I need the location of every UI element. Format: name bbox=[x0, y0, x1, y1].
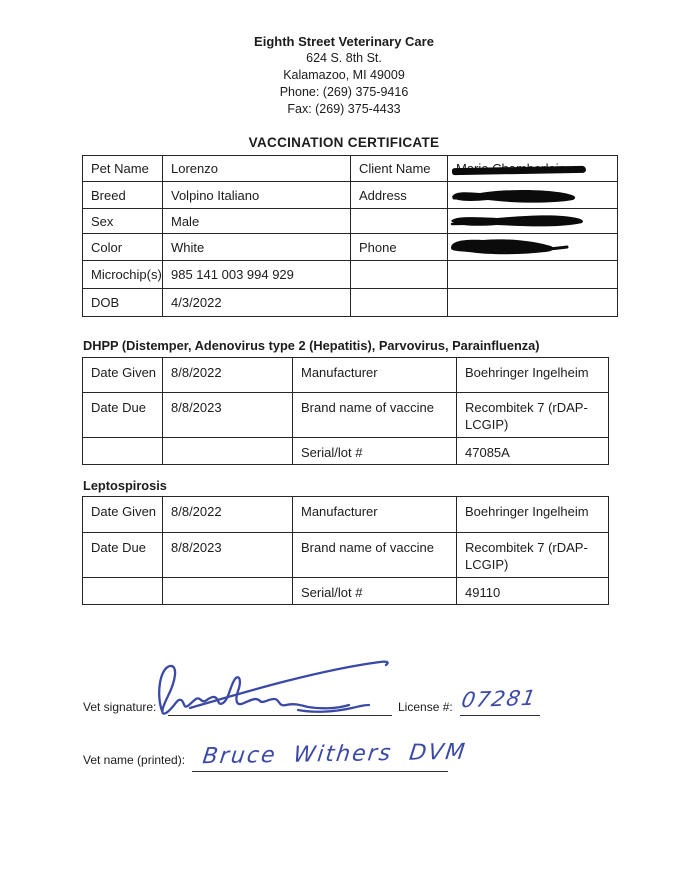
clinic-city-state-zip: Kalamazoo, MI 49009 bbox=[283, 68, 405, 82]
breed-value: Volpino Italiano bbox=[163, 182, 351, 209]
manufacturer-value: Boehringer Ingelheim bbox=[457, 358, 609, 393]
dob-value: 4/3/2022 bbox=[163, 289, 351, 317]
date-given-value: 8/8/2022 bbox=[163, 497, 293, 533]
clinic-fax: Fax: (269) 375-4433 bbox=[287, 102, 401, 116]
vet-signature-label: Vet signature: bbox=[83, 700, 157, 714]
sex-label: Sex bbox=[83, 209, 163, 234]
phone-cell bbox=[448, 234, 618, 261]
table-row bbox=[83, 182, 618, 209]
license-label: License #: bbox=[398, 700, 453, 714]
empty-cell bbox=[448, 289, 618, 317]
date-given-label: Date Given bbox=[83, 358, 163, 393]
vet-name-handwriting: Bruce Withers DVM bbox=[201, 739, 468, 770]
dhpp-section-title: DHPP (Distemper, Adenovirus type 2 (Hepatitis), Parvovirus, Parainfluenza) bbox=[83, 338, 540, 353]
manufacturer-label: Manufacturer bbox=[293, 497, 457, 533]
pet-name-value: Lorenzo bbox=[163, 156, 351, 182]
pet-name-label: Pet Name bbox=[83, 156, 163, 182]
date-given-value: 8/8/2022 bbox=[163, 358, 293, 393]
breed-label: Breed bbox=[83, 182, 163, 209]
table-row bbox=[83, 533, 609, 578]
empty-cell bbox=[83, 438, 163, 465]
table-row bbox=[83, 578, 609, 605]
date-due-label: Date Due bbox=[83, 393, 163, 438]
phone-redaction-mark bbox=[449, 237, 571, 257]
empty-cell bbox=[351, 289, 448, 317]
table-row bbox=[83, 393, 609, 438]
client-name-cell bbox=[448, 156, 618, 182]
brand-value: Recombitek 7 (rDAP-LCGIP) bbox=[457, 393, 609, 438]
empty-cell bbox=[83, 578, 163, 605]
serial-lot-value: 49110 bbox=[457, 578, 609, 605]
address-label: Address bbox=[351, 182, 448, 209]
city-state-cell bbox=[448, 209, 618, 234]
vet-name-line bbox=[192, 771, 448, 772]
brand-label: Brand name of vaccine bbox=[293, 393, 457, 438]
document-title: VACCINATION CERTIFICATE bbox=[248, 135, 440, 150]
phone-label: Phone bbox=[351, 234, 448, 261]
license-number-handwriting: 07281 bbox=[459, 685, 539, 713]
microchip-value: 985 141 003 994 929 bbox=[163, 261, 351, 289]
table-row bbox=[83, 261, 618, 289]
table-row bbox=[83, 234, 618, 261]
clinic-name: Eighth Street Veterinary Care bbox=[254, 34, 434, 49]
brand-value: Recombitek 7 (rDAP-LCGIP) bbox=[457, 533, 609, 578]
lepto-table bbox=[82, 496, 609, 605]
table-row bbox=[83, 209, 618, 234]
sex-value: Male bbox=[163, 209, 351, 234]
clinic-header bbox=[0, 33, 688, 118]
license-line bbox=[460, 715, 540, 716]
client-name-redacted bbox=[456, 161, 566, 176]
table-row bbox=[83, 438, 609, 465]
empty-cell bbox=[351, 209, 448, 234]
manufacturer-label: Manufacturer bbox=[293, 358, 457, 393]
date-due-value: 8/8/2023 bbox=[163, 393, 293, 438]
microchip-label: Microchip(s) bbox=[83, 261, 163, 289]
dhpp-table bbox=[82, 357, 609, 465]
address-redaction-mark bbox=[450, 187, 582, 205]
vet-name-label: Vet name (printed): bbox=[83, 753, 186, 767]
city-state-redaction-mark bbox=[449, 213, 589, 229]
redaction-strike-mark bbox=[452, 166, 586, 175]
lepto-section-title: Leptospirosis bbox=[83, 478, 167, 493]
dob-label: DOB bbox=[83, 289, 163, 317]
color-value: White bbox=[163, 234, 351, 261]
manufacturer-value: Boehringer Ingelheim bbox=[457, 497, 609, 533]
date-due-label: Date Due bbox=[83, 533, 163, 578]
color-label: Color bbox=[83, 234, 163, 261]
vet-signature-ink bbox=[150, 656, 398, 720]
clinic-street: 624 S. 8th St. bbox=[306, 51, 382, 65]
brand-label: Brand name of vaccine bbox=[293, 533, 457, 578]
serial-lot-value: 47085A bbox=[457, 438, 609, 465]
pet-info-table bbox=[82, 155, 618, 317]
client-name-label: Client Name bbox=[351, 156, 448, 182]
date-due-value: 8/8/2023 bbox=[163, 533, 293, 578]
table-row bbox=[83, 497, 609, 533]
date-given-label: Date Given bbox=[83, 497, 163, 533]
clinic-phone: Phone: (269) 375-9416 bbox=[279, 85, 409, 99]
table-row bbox=[83, 289, 618, 317]
serial-lot-label: Serial/lot # bbox=[293, 438, 457, 465]
empty-cell bbox=[163, 438, 293, 465]
address-cell bbox=[448, 182, 618, 209]
empty-cell bbox=[351, 261, 448, 289]
empty-cell bbox=[163, 578, 293, 605]
table-row bbox=[83, 358, 609, 393]
serial-lot-label: Serial/lot # bbox=[293, 578, 457, 605]
table-row bbox=[83, 156, 618, 182]
empty-cell bbox=[448, 261, 618, 289]
